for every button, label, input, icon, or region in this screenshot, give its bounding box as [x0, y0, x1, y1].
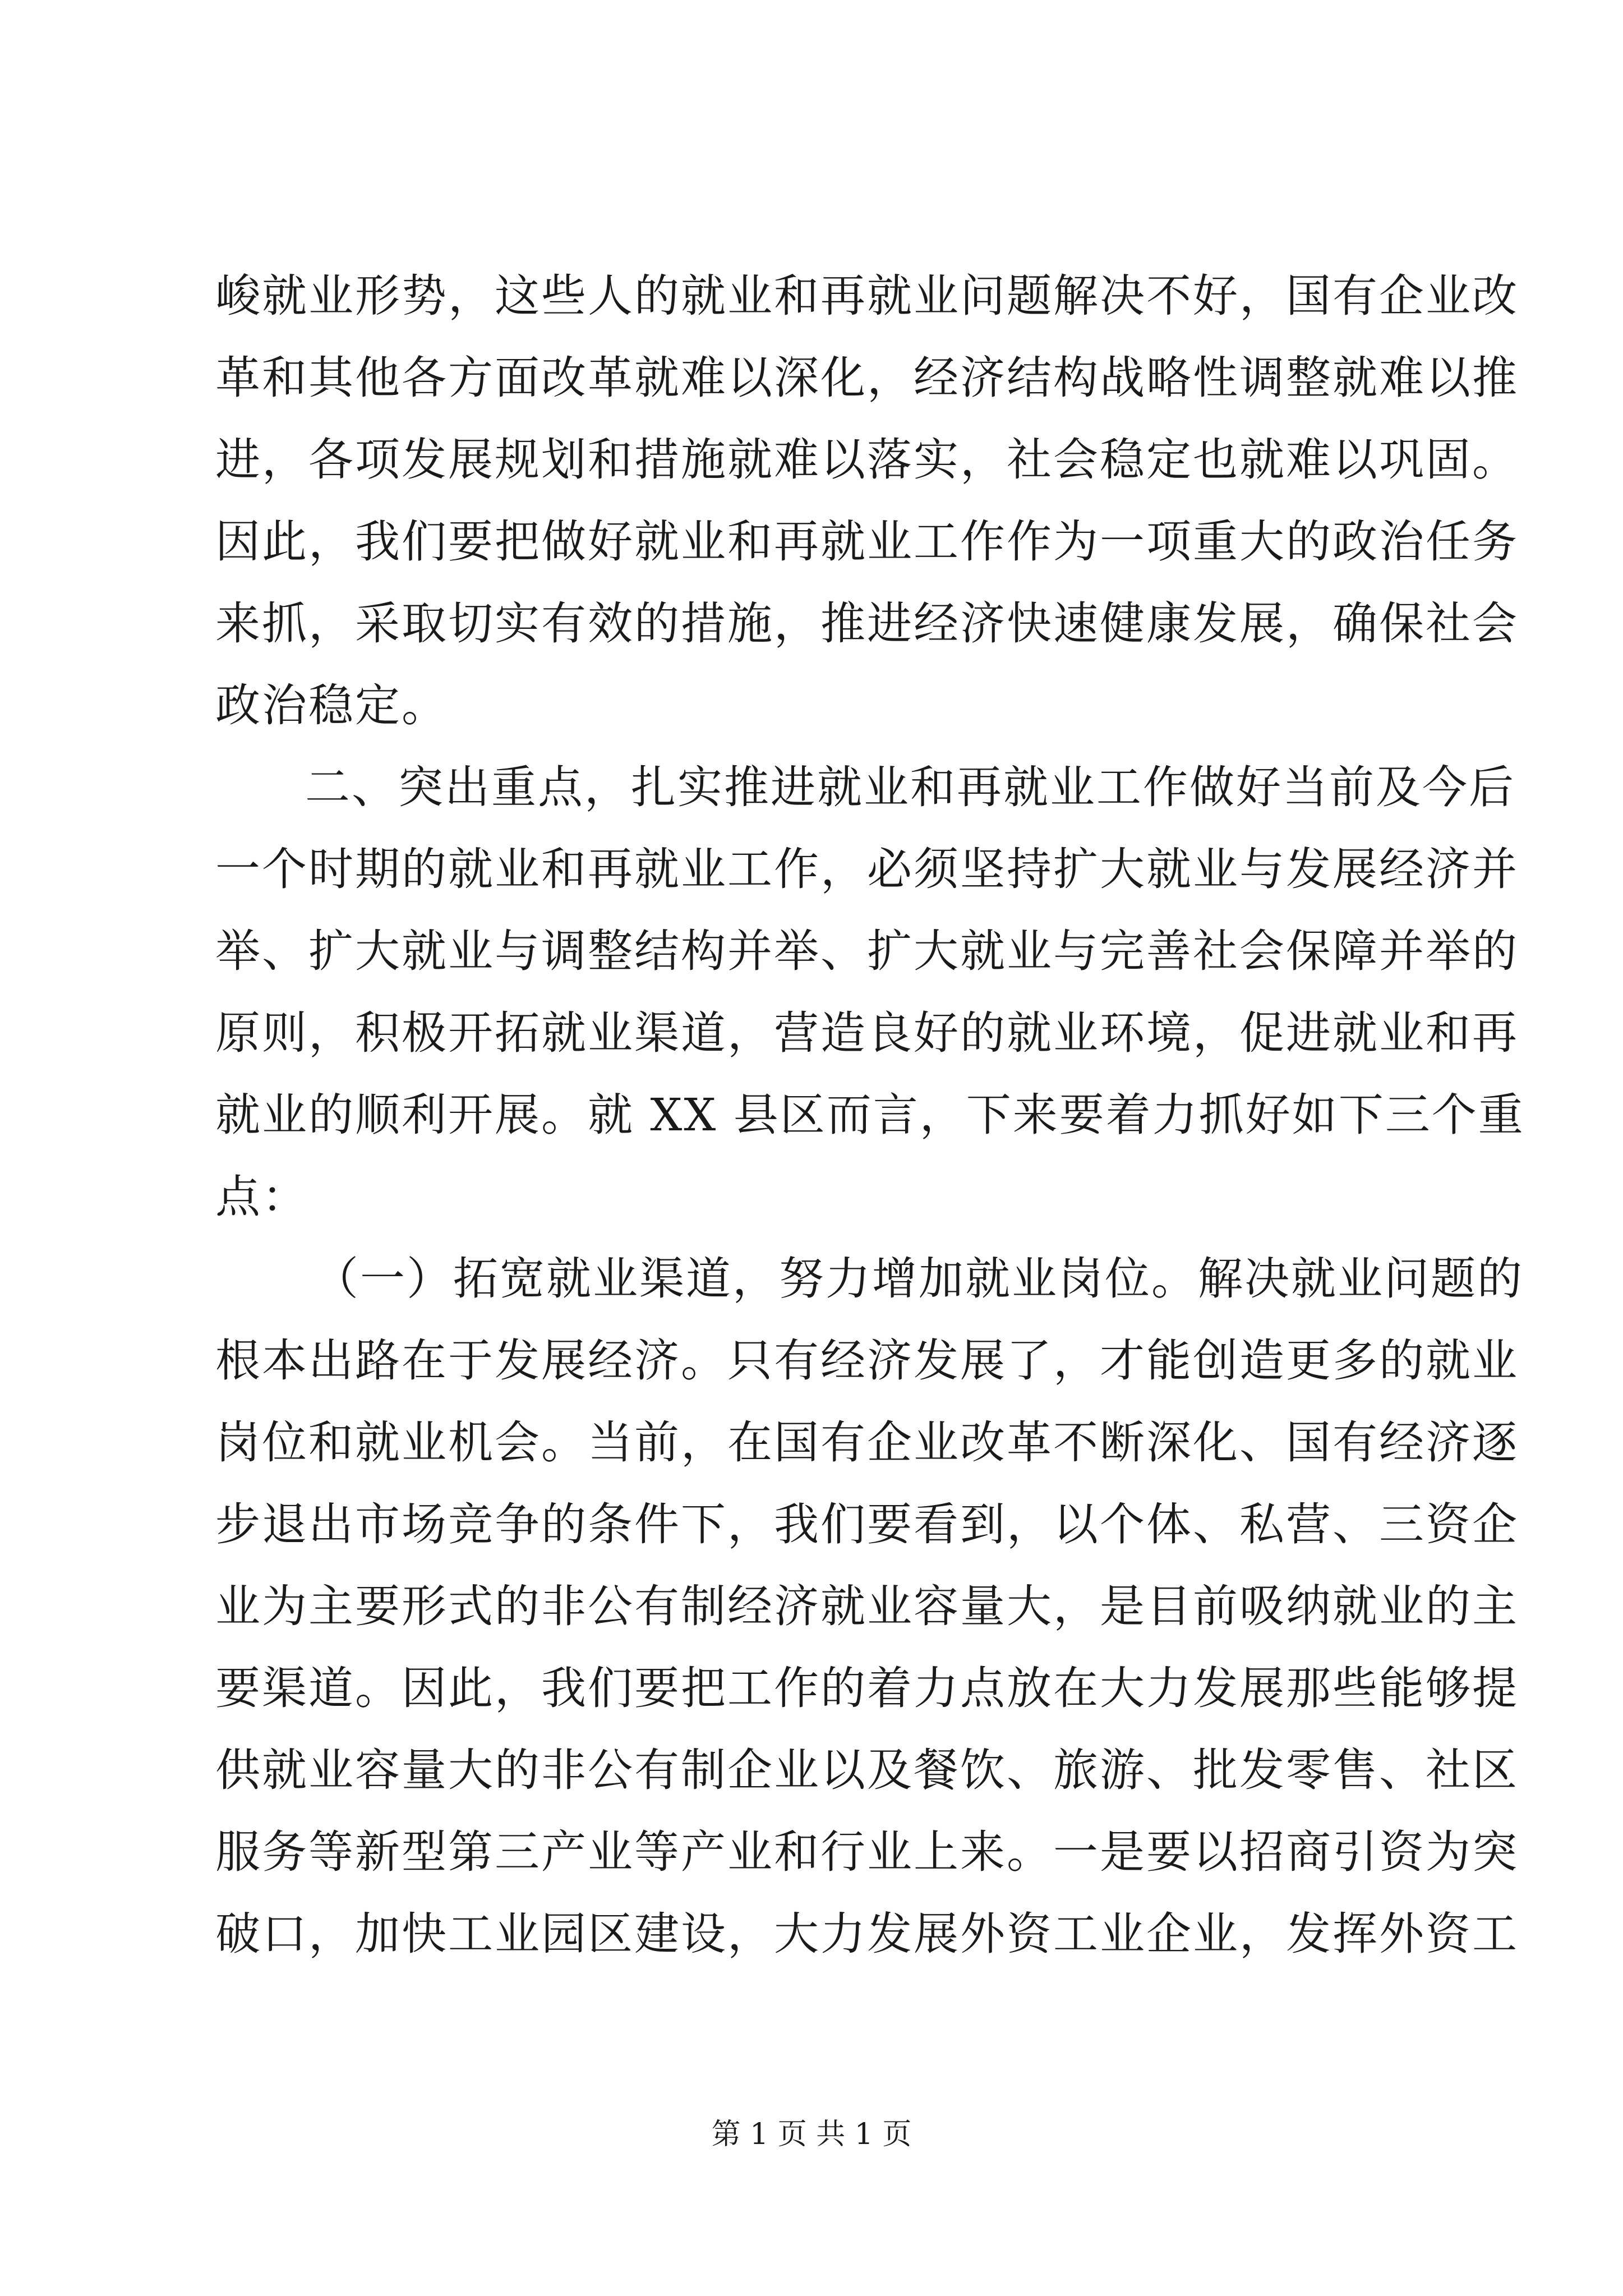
body-text [215, 255, 1525, 1975]
text-line: 举、扩大就业与调整结构并举、扩大就业与完善社会保障并举的 [215, 925, 1519, 977]
text-line: 原则，积极开拓就业渠道，营造良好的就业环境，促进就业和再 [215, 1007, 1519, 1059]
text-line: 就业的顺利开展。就 XX 县区而言，下来要着力抓好如下三个重 [215, 1089, 1525, 1141]
text-line: 步退出市场竞争的条件下，我们要看到，以个体、私营、三资企 [215, 1498, 1519, 1550]
text-line: 业为主要形式的非公有制经济就业容量大，是目前吸纳就业的主 [215, 1580, 1519, 1632]
text-line: 进，各项发展规划和措施就难以落实，社会稳定也就难以巩固。 [215, 434, 1519, 486]
text-line: 一个时期的就业和再就业工作，必须坚持扩大就业与发展经济并 [215, 843, 1519, 895]
text-line: 点： [215, 1171, 308, 1223]
text-line: 岗位和就业机会。当前，在国有企业改革不断深化、国有经济逐 [215, 1416, 1519, 1469]
text-line: 因此，我们要把做好就业和再就业工作作为一项重大的政治任务 [215, 516, 1519, 568]
text-line: 供就业容量大的非公有制企业以及餐饮、旅游、批发零售、社区 [215, 1744, 1519, 1796]
text-line: 根本出路在于发展经济。只有经济发展了，才能创造更多的就业 [215, 1335, 1519, 1387]
text-line: 政治稳定。 [215, 679, 448, 731]
section-heading-line: 二、突出重点，扎实推进就业和再就业工作做好当前及今后 [305, 761, 1515, 813]
text-line: 峻就业形势，这些人的就业和再就业问题解决不好，国有企业改 [215, 270, 1519, 322]
text-line: 革和其他各方面改革就难以深化，经济结构战略性调整就难以推 [215, 352, 1519, 404]
text-line: 服务等新型第三产业等产业和行业上来。一是要以招商引资为突 [215, 1826, 1519, 1878]
text-line: 要渠道。因此，我们要把工作的着力点放在大力发展那些能够提 [215, 1662, 1519, 1714]
text-line: 来抓，采取切实有效的措施，推进经济快速健康发展，确保社会 [215, 597, 1519, 650]
page-number-label: 第 1 页 共 1 页 [711, 2118, 912, 2151]
subsection-heading-line: （一）拓宽就业渠道，努力增加就业岗位。解决就业问题的 [313, 1253, 1524, 1305]
text-line: 破口，加快工业园区建设，大力发展外资工业企业，发挥外资工 [215, 1908, 1519, 1960]
page-footer [0, 2115, 1623, 2154]
